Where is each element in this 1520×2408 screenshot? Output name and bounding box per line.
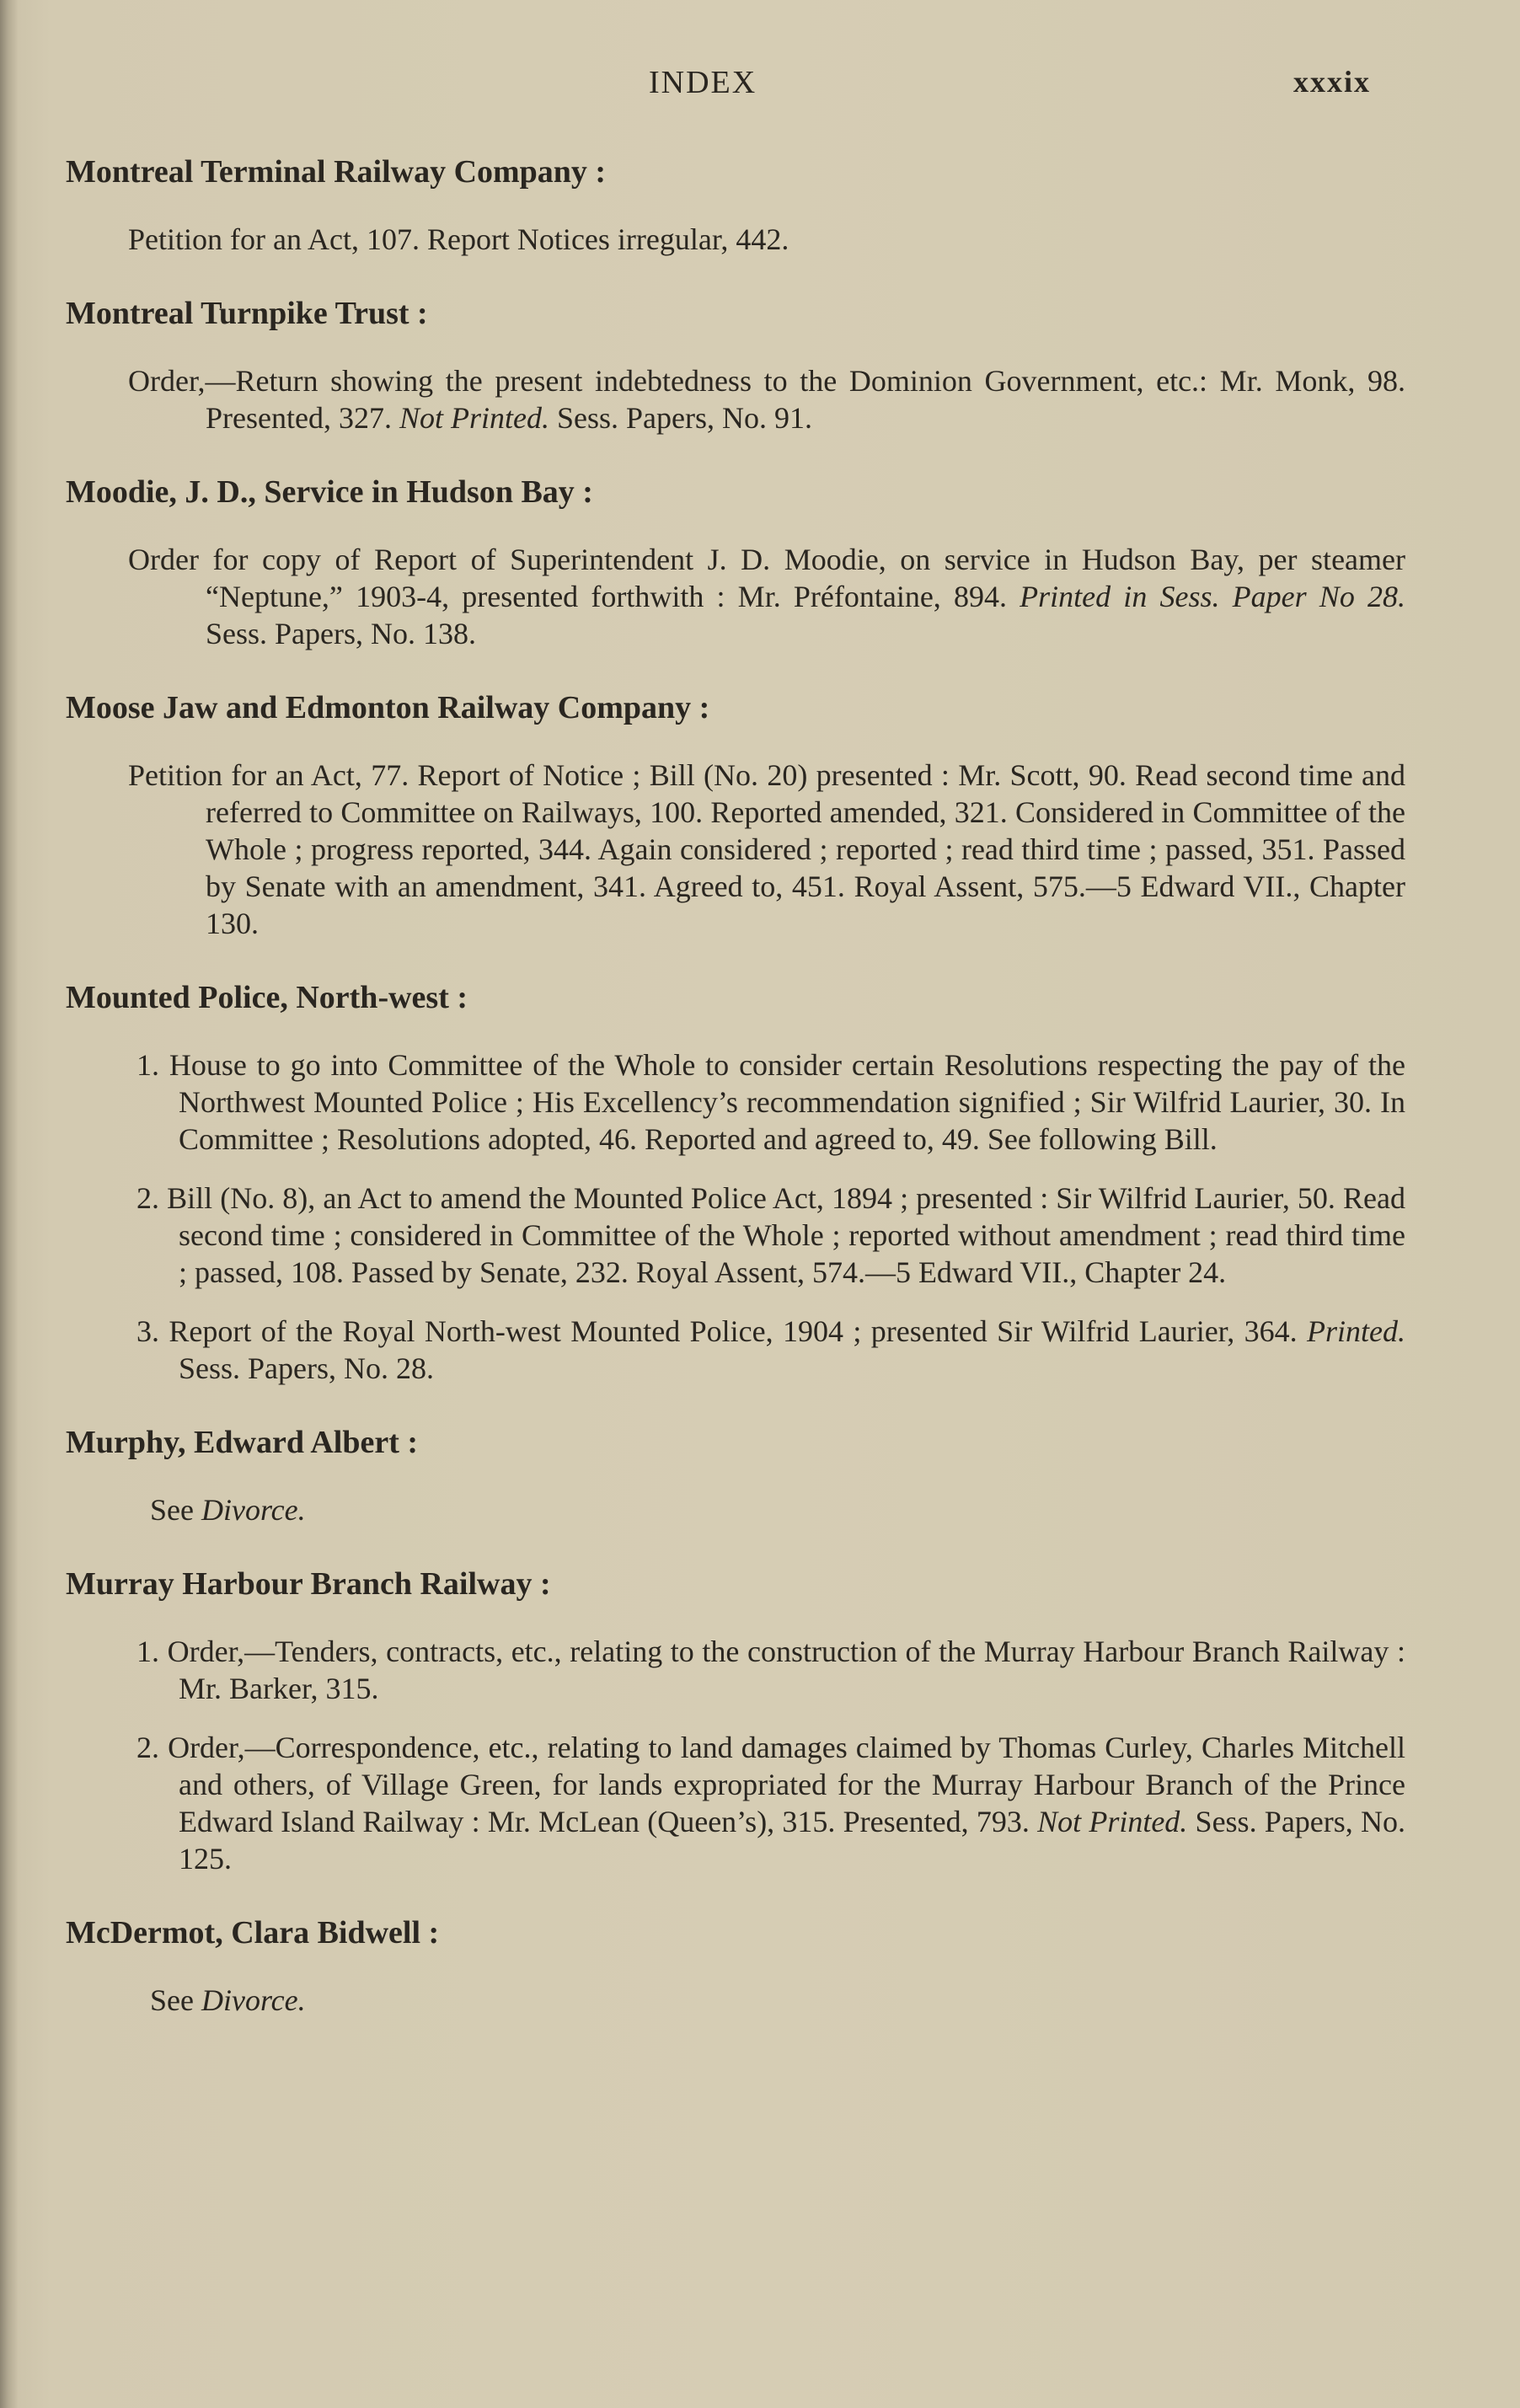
entry-heading: Moose Jaw and Edmonton Railway Company :: [66, 690, 710, 725]
entry-text: Order,—Return showing the present indebtedness to the Dominion Government, etc.: Mr. Monk, 98. Presented, 327. Not Printed. Sess. Papers, No. 91.: [128, 364, 1405, 435]
entry-heading: McDermot, Clara Bidwell :: [66, 1915, 440, 1950]
entry-heading: Murphy, Edward Albert :: [66, 1425, 419, 1460]
entry-item: 1. House to go into Committee of the Whole to consider certain Resolutions respecting the pay of the Northwest Mounted Police ; His Excellency’s recommendation signified ; Sir Wilfrid Laurier, 30. In Committee ; Resolutions adopted, 46. Reported and agreed to, 49. See following Bill.: [136, 1048, 1405, 1156]
index-entry: [66, 1424, 1405, 1528]
index-content: [66, 153, 1405, 2056]
entry-item: 2. Order,—Correspondence, etc., relating to land damages claimed by Thomas Curley, Charles Mitchell and others, of Village Green, for lands expropriated for the Murray Harbour Branch of the Prince Edward Island Railway : Mr. McLean (Queen’s), 315. Presented, 793. Not Printed. Sess. Papers, No. 125.: [136, 1731, 1406, 1876]
entry-text: Petition for an Act, 107. Report Notices irregular, 442.: [128, 222, 789, 256]
index-entry: [66, 474, 1405, 652]
page-header: [0, 64, 1520, 106]
entry-item: 2. Bill (No. 8), an Act to amend the Mounted Police Act, 1894 ; presented : Sir Wilfrid Laurier, 50. Read second time ; considered in Committee of the Whole ; reported without amendment ; read third time ; passed, 108. Passed by Senate, 232. Royal Assent, 574.—5 Edward VII., Chapter 24.: [136, 1181, 1405, 1289]
entry-text: Order for copy of Report of Superintendent J. D. Moodie, on service in Hudson Bay, per steamer “Neptune,” 1903-4, presented forthwith : Mr. Préfontaine, 894. Printed in Sess. Paper No 28. Sess. Papers, No. 138.: [128, 543, 1405, 650]
entry-text: Petition for an Act, 77. Report of Notice ; Bill (No. 20) presented : Mr. Scott, 90. Read second time and referred to Committee on Railways, 100. Reported amended, 321. Considered in Committee of the Whole ; progress reported, 344. Again considered ; reported ; read third time ; passed, 351. Passed by Senate with an amendment, 341. Agreed to, 451. Royal Assent, 575.—5 Edward VII., Chapter 130.: [128, 758, 1405, 940]
see-reference: See Divorce.: [150, 1983, 306, 2017]
index-entry: [66, 1565, 1405, 1877]
entry-item: 1. Order,—Tenders, contracts, etc., relating to the construction of the Murray Harbour Branch Railway : Mr. Barker, 315.: [136, 1635, 1405, 1705]
entry-item: 3. Report of the Royal North-west Mounted Police, 1904 ; presented Sir Wilfrid Laurier, 364. Printed. Sess. Papers, No. 28.: [136, 1314, 1405, 1385]
index-entry: [66, 689, 1405, 942]
page-title: INDEX: [649, 65, 757, 100]
entry-heading: Mounted Police, North-west :: [66, 980, 468, 1015]
index-entry: [66, 295, 1405, 436]
index-entry: [66, 1914, 1405, 2019]
entry-heading: Moodie, J. D., Service in Hudson Bay :: [66, 474, 593, 510]
entry-heading: Montreal Terminal Railway Company :: [66, 154, 607, 190]
entry-heading: Murray Harbour Branch Railway :: [66, 1566, 551, 1602]
index-entry: [66, 979, 1405, 1387]
index-entry: [66, 153, 1405, 258]
entry-heading: Montreal Turnpike Trust :: [66, 296, 428, 331]
page-number: xxxix: [1293, 65, 1372, 99]
see-reference: See Divorce.: [150, 1493, 306, 1527]
